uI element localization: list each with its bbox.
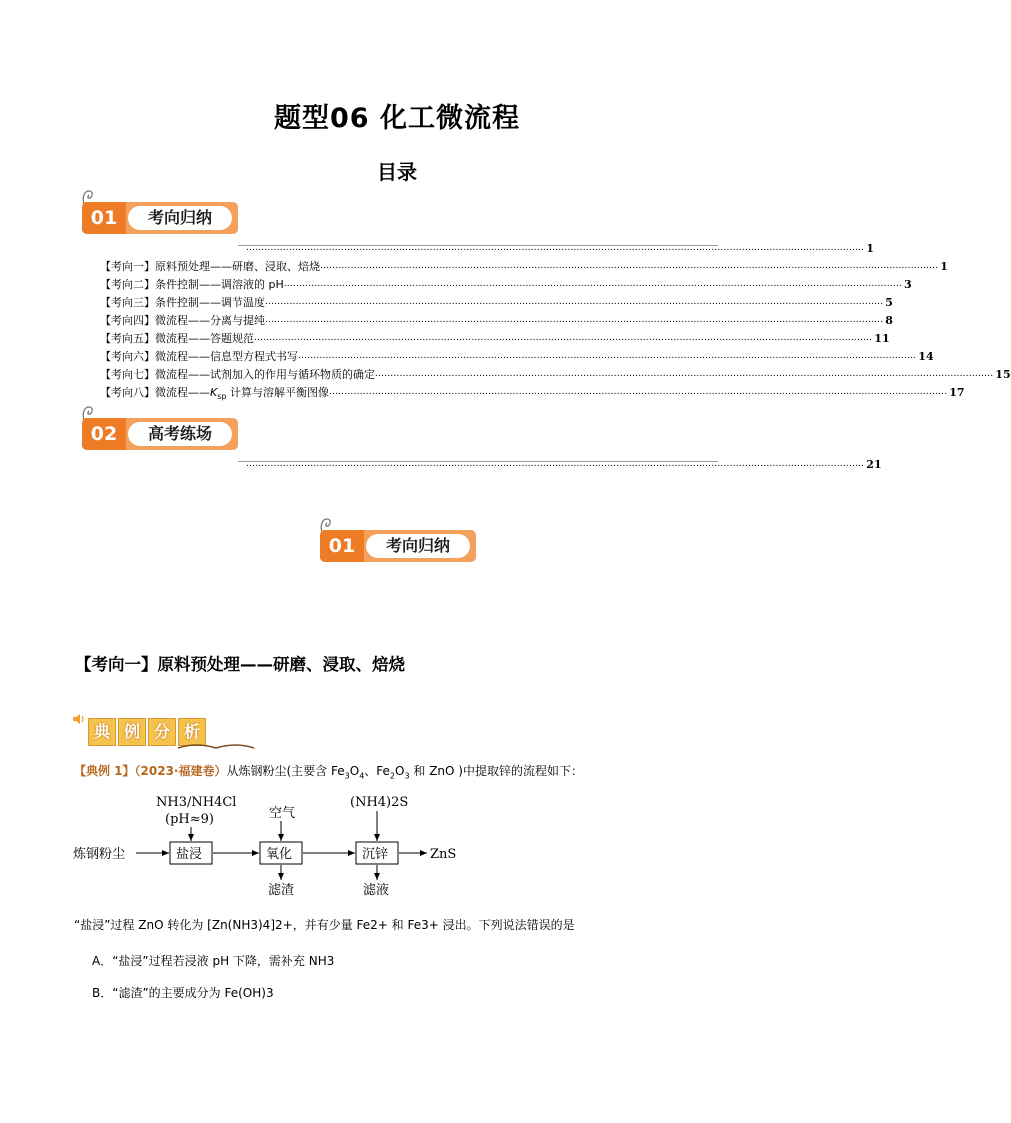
toc-item-text: 【考向六】微流程——信息型方程式书写 — [100, 350, 298, 363]
flow-product: ZnS — [430, 847, 457, 862]
toc-item-text: 【考向一】原料预处理——研磨、浸取、焙烧 — [100, 260, 320, 273]
step-1-label: 盐浸 — [176, 847, 203, 862]
question-text — [74, 916, 575, 933]
dot-leader: .......................................................................................................................................................................................................... — [328, 387, 948, 397]
dot-leader: .......................................................................................................................................................................................................... — [246, 243, 865, 253]
question-pre: “盐浸”过程 ZnO 转化为 — [74, 918, 204, 932]
example-banner — [72, 712, 222, 752]
toc-page: 1 — [940, 260, 948, 273]
toc-page: 17 — [949, 386, 965, 399]
toc-item-text: 【考向五】微流程——答题规范 — [100, 332, 254, 345]
stem-text — [226, 764, 583, 781]
toc-page: 11 — [874, 332, 890, 345]
toc-item[interactable] — [100, 349, 934, 364]
dot-leader: .......................................................................................................................................................................................................... — [298, 351, 917, 361]
section-heading: 【考向一】原料预处理——研磨、浸取、焙烧 — [75, 655, 405, 674]
option-label: A． — [92, 954, 113, 968]
body-section-badge — [318, 516, 480, 576]
option-label: B． — [92, 986, 113, 1000]
book-decoration-icon — [176, 742, 256, 752]
toc-page: 1 — [866, 242, 874, 255]
option-a[interactable] — [92, 952, 334, 969]
stem-post: 和 ZnO )中提取锌的流程如下： — [409, 764, 583, 778]
stem-mid1: O — [349, 764, 360, 778]
badge-label: 高考练场 — [128, 422, 232, 446]
toc-item[interactable] — [100, 313, 893, 328]
flow-input: 炼钢粉尘 — [73, 847, 126, 862]
reagent-1-line1: NH3/NH4Cl — [156, 795, 237, 810]
dot-leader: .......................................................................................................................................................................................................... — [375, 369, 994, 379]
banner-char: 分 — [148, 718, 176, 746]
example-tag: 【典例 1】 — [74, 764, 135, 778]
toc-item-text-post: 计算与溶解平衡图像 — [226, 386, 329, 399]
section-badge-2[interactable] — [80, 404, 242, 464]
toc-section1-line[interactable] — [246, 241, 874, 256]
toc-item-text: 【考向三】条件控制——调节温度 — [100, 296, 265, 309]
toc-page: 8 — [885, 314, 893, 327]
stem-mid2: 、Fe — [364, 764, 390, 778]
toc-item-text-pre: 【考向八】微流程—— — [100, 386, 210, 399]
sub: 4 — [359, 771, 365, 781]
step-3-label: 沉锌 — [362, 847, 389, 862]
toc-page: 14 — [918, 350, 934, 363]
toc-item-text: 【考向七】微流程——试剂加入的作用与循环物质的确定 — [100, 368, 375, 381]
dot-leader: .......................................................................................................................................................................................................... — [320, 261, 939, 271]
page-title: 题型06 化工微流程 — [274, 103, 520, 134]
flow-diagram — [70, 790, 490, 902]
dot-leader: .......................................................................................................................................................................................................... — [254, 333, 873, 343]
dot-leader: .......................................................................................................................................................................................................... — [265, 315, 884, 325]
dot-leader: .......................................................................................................................................................................................................... — [246, 459, 865, 469]
example-source: （2023·福建卷） — [134, 764, 227, 778]
toc-item-text: 【考向二】条件控制——调溶液的 pH — [100, 278, 284, 291]
toc-page: 21 — [866, 458, 882, 471]
ksp-k: K — [210, 386, 218, 399]
badge-number: 01 — [82, 202, 126, 234]
toc-page: 5 — [885, 296, 893, 309]
stem-pre: 从炼钢粉尘(主要含 Fe — [226, 764, 345, 778]
toc-page: 3 — [904, 278, 912, 291]
complex-formula: [Zn(NH3)4]2+ — [207, 918, 293, 932]
ksp-sub: sp — [217, 392, 227, 402]
stem-mid3: O — [395, 764, 405, 778]
toc-item[interactable] — [100, 259, 948, 274]
speaker-icon — [72, 712, 86, 726]
step-2-label: 氧化 — [266, 847, 293, 862]
example-stem — [74, 762, 583, 780]
toc-item[interactable] — [100, 385, 965, 402]
sub: 2 — [389, 771, 396, 781]
dot-leader: .......................................................................................................................................................................................................... — [265, 297, 884, 307]
toc-section2-line[interactable] — [246, 457, 882, 472]
toc-item[interactable] — [100, 331, 890, 346]
toc-page: 15 — [995, 368, 1011, 381]
reagent-3: (NH4)2S — [350, 795, 409, 810]
step-3-output: 滤液 — [363, 883, 390, 898]
option-text: “滤渣”的主要成分为 Fe(OH)3 — [112, 986, 274, 1000]
banner-char: 析 — [178, 718, 206, 746]
reagent-1-line2: (pH≈9) — [165, 812, 214, 827]
badge-label: 考向归纳 — [128, 206, 232, 230]
toc-item[interactable] — [100, 367, 1011, 382]
toc-item[interactable] — [100, 295, 893, 310]
option-text: “盐浸”过程若浸液 pH 下降，需补充 NH3 — [112, 954, 335, 968]
badge-label: 考向归纳 — [366, 534, 470, 558]
toc-heading: 目录 — [377, 160, 417, 184]
banner-char: 例 — [118, 718, 146, 746]
toc-item-text — [100, 385, 329, 400]
question-post: ，并有少量 Fe2+ 和 Fe3+ 浸出。下列说法错误的是 — [292, 918, 575, 932]
sub: 3 — [404, 771, 410, 781]
badge-number: 01 — [320, 530, 364, 562]
sub: 3 — [344, 771, 350, 781]
badge-number: 02 — [82, 418, 126, 450]
step-2-output: 滤渣 — [268, 883, 295, 898]
toc-item-text: 【考向四】微流程——分离与提纯 — [100, 314, 265, 327]
reagent-2: 空气 — [269, 806, 296, 821]
banner-char: 典 — [88, 718, 116, 746]
section-badge-1[interactable] — [80, 188, 242, 248]
option-b[interactable] — [92, 984, 274, 1001]
dot-leader: .......................................................................................................................................................................................................... — [283, 279, 903, 289]
toc-item[interactable] — [100, 277, 912, 292]
